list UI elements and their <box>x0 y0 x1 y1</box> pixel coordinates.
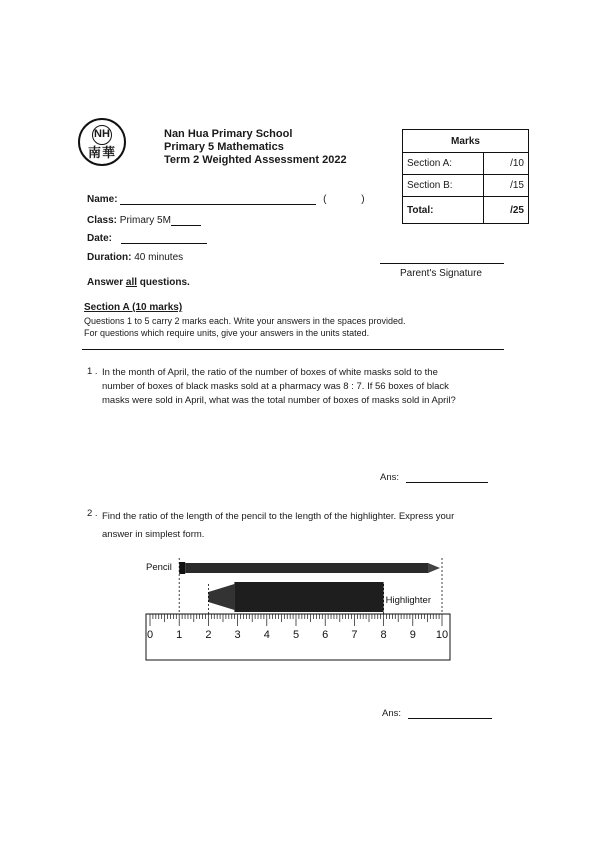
question-2-line: Find the ratio of the length of the pencil to the length of the highlighter. Express your <box>102 511 455 522</box>
name-input-line[interactable] <box>120 204 316 205</box>
question-2-text <box>102 508 454 544</box>
pencil-body <box>185 563 428 573</box>
name-field <box>87 194 365 205</box>
question-2-line: answer in simplest form. <box>102 529 205 540</box>
date-label: Date: <box>87 233 113 244</box>
question-1-number: 1 . <box>87 366 98 377</box>
name-label: Name: <box>87 194 118 205</box>
section-a-value: /10 <box>484 153 529 175</box>
duration-label: Duration: <box>87 252 132 263</box>
ruler-tick-label: 8 <box>380 629 387 641</box>
section-a-label: Section A: <box>403 153 484 175</box>
school-name: Nan Hua Primary School <box>164 128 293 140</box>
marks-table <box>402 129 529 224</box>
highlighter-label: Highlighter <box>385 595 432 606</box>
subject-title: Primary 5 Mathematics <box>164 141 284 153</box>
ruler-tick-label: 9 <box>409 629 416 641</box>
pencil-label: Pencil <box>146 562 172 573</box>
section-b-label: Section B: <box>403 175 484 197</box>
answer-label: Ans: <box>380 472 400 483</box>
signature-line[interactable] <box>380 263 504 264</box>
school-logo <box>78 118 126 166</box>
question-1-answer <box>380 472 488 483</box>
pencil-drawing <box>179 562 440 574</box>
name-paren-close: ) <box>361 194 365 205</box>
total-label: Total: <box>403 197 484 224</box>
ruler-tick-label: 0 <box>146 629 154 641</box>
ruler-tick-label: 3 <box>234 629 241 641</box>
ruler-tick-label: 10 <box>435 629 449 641</box>
answer-prefix: Answer <box>87 277 126 288</box>
school-header <box>164 128 347 167</box>
question-2-answer <box>382 708 492 719</box>
pencil-end-cap <box>179 562 185 574</box>
class-field <box>87 215 201 226</box>
highlighter-nib <box>208 584 234 610</box>
marks-title: Marks <box>403 130 529 153</box>
class-value: Primary 5M <box>119 215 171 226</box>
highlighter-body <box>234 582 383 612</box>
instruction-line-1: Questions 1 to 5 carry 2 marks each. Write your answers in the spaces provided. <box>84 316 406 326</box>
answer-input-line[interactable] <box>408 718 492 719</box>
question-1-line: number of boxes of black masks sold at a pharmacy was 8 : 7. If 56 boxes of black <box>102 381 449 392</box>
answer-label: Ans: <box>382 708 402 719</box>
section-divider <box>82 349 504 350</box>
duration-field <box>87 252 183 263</box>
answer-emph: all <box>125 277 138 288</box>
section-a-title: Section A (10 marks) <box>84 302 183 313</box>
instruction-line-2: For questions which require units, give your answers in the units stated. <box>84 328 370 338</box>
ruler-figure <box>140 548 460 668</box>
section-b-value: /15 <box>484 175 529 197</box>
assessment-title: Term 2 Weighted Assessment 2022 <box>164 154 347 166</box>
ruler-tick-label: 5 <box>292 629 300 641</box>
total-value: /25 <box>484 197 529 224</box>
logo-chinese-text: 南華 <box>87 145 116 161</box>
section-instructions <box>84 315 405 339</box>
name-paren-open: ( <box>323 194 327 205</box>
question-1-line: In the month of April, the ratio of the number of boxes of white masks sold to the <box>102 367 438 378</box>
answer-all-instruction <box>87 277 190 288</box>
ruler-tick-label: 6 <box>322 629 329 641</box>
date-input-line[interactable] <box>121 243 207 244</box>
question-1-line: masks were sold in April, what was the total number of boxes of masks sold in April? <box>102 395 456 406</box>
answer-suffix: questions. <box>137 277 190 288</box>
highlighter-drawing <box>208 582 383 612</box>
logo-initials: NH <box>92 125 112 145</box>
class-label: Class: <box>87 215 118 226</box>
parent-signature-label: Parent's Signature <box>400 268 482 279</box>
ruler-tick-label: 2 <box>205 629 212 641</box>
question-1-text <box>102 366 456 408</box>
ruler-tick-label: 4 <box>263 629 270 641</box>
class-input-line[interactable] <box>171 225 201 226</box>
ruler-tick-label: 1 <box>176 629 183 641</box>
duration-value: 40 minutes <box>134 252 184 263</box>
answer-input-line[interactable] <box>406 482 488 483</box>
date-field <box>87 233 207 244</box>
ruler-tick-label: 7 <box>351 629 358 641</box>
question-2-number: 2 . <box>87 508 98 519</box>
pencil-tip <box>428 563 440 573</box>
